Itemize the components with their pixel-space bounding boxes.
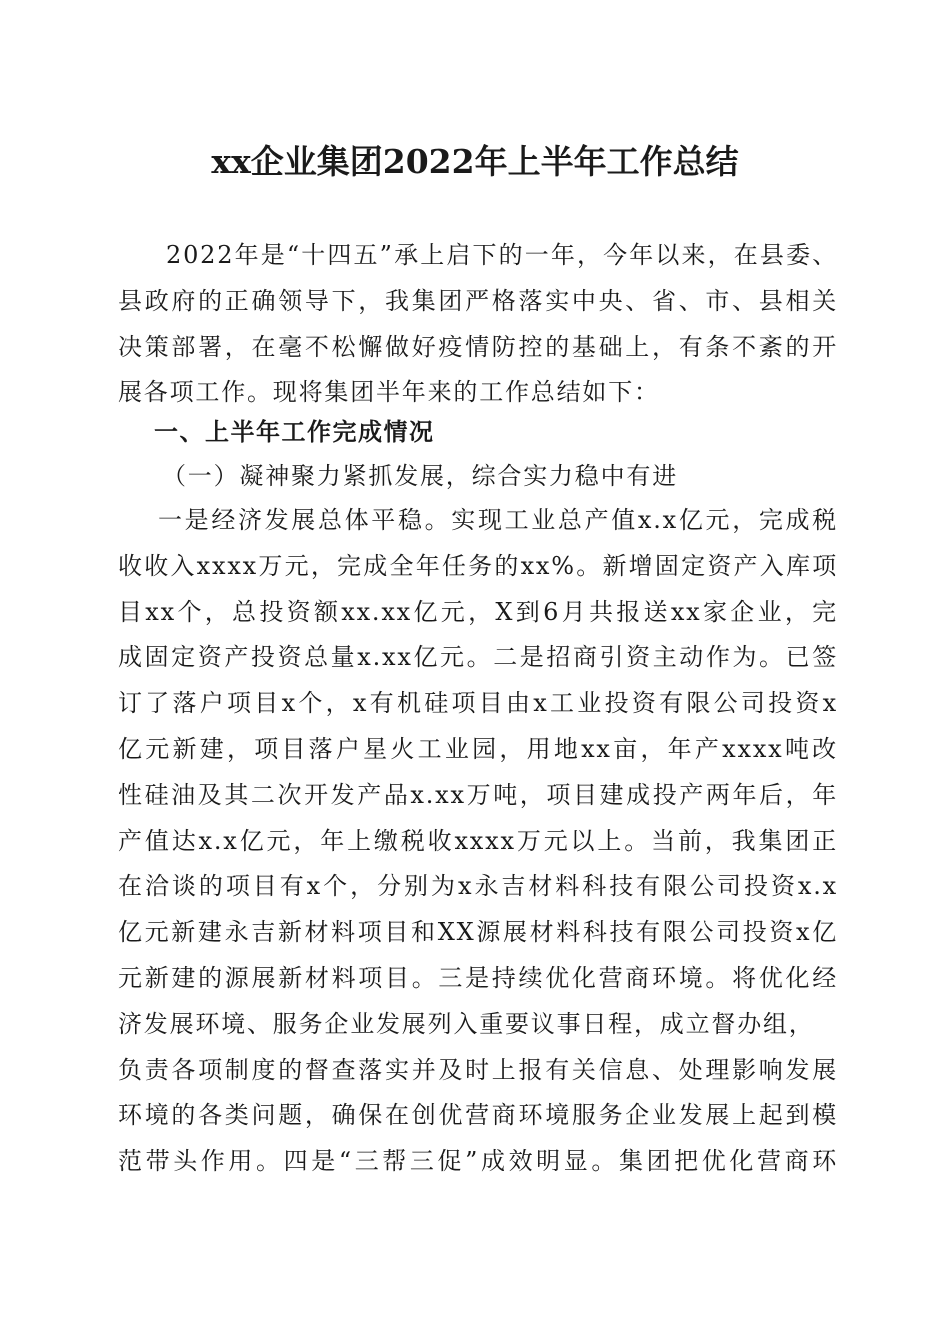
intro-paragraph: [118, 233, 838, 416]
section-1: [118, 410, 838, 455]
body-line-11: 元新建的源展新材料项目。三是持续优化营商环境。将优化经: [118, 963, 838, 992]
body-line-8: 产值达x.x亿元，年上缴税收xxxx万元以上。当前，我集团正: [118, 826, 838, 855]
intro-line-1: 2022年是“十四五”承上启下的一年，今年以来，在县委、: [166, 241, 838, 269]
body-line-9: 在洽谈的项目有x个，分别为x永吉材料科技有限公司投资x.x: [118, 872, 838, 901]
document-title: xx企业集团2022年上半年工作总结: [211, 142, 739, 181]
intro-line-4: 展各项工作。现将集团半年来的工作总结如下：: [118, 378, 660, 407]
body-line-13: 负责各项制度的督查落实并及时上报有关信息、处理影响发展: [118, 1055, 838, 1084]
body-paragraph: [118, 498, 838, 1185]
section-1-heading: 一、上半年工作完成情况: [154, 418, 435, 446]
body-line-6: 亿元新建，项目落户星火工业园，用地xx亩，年产xxxx吨改: [118, 734, 838, 763]
subsection-1: [118, 454, 838, 499]
body-line-14: 环境的各类问题，确保在创优营商环境服务企业发展上起到模: [118, 1101, 838, 1130]
body-line-1: 一是经济发展总体平稳。实现工业总产值x.x亿元，完成税: [158, 506, 838, 534]
body-line-10: 亿元新建永吉新材料项目和XX源展材料科技有限公司投资x亿: [118, 918, 838, 947]
body-line-3: 目xx个，总投资额xx.xx亿元，X到6月共报送xx家企业，完: [118, 597, 838, 626]
intro-line-2: 县政府的正确领导下，我集团严格落实中央、省、市、县相关: [118, 286, 838, 315]
subsection-1-heading: （一）凝神聚力紧抓发展，综合实力稳中有进: [162, 462, 678, 490]
body-line-4: 成固定资产投资总量x.xx亿元。二是招商引资主动作为。已签: [118, 643, 838, 672]
body-line-2: 收收入xxxx万元，完成全年任务的xx%。新增固定资产入库项: [118, 551, 838, 580]
body-line-5: 订了落户项目x个，x有机硅项目由x工业投资有限公司投资x: [118, 689, 838, 718]
body-line-15: 范带头作用。四是“三帮三促”成效明显。集团把优化营商环: [118, 1147, 838, 1176]
intro-line-3: 决策部署，在毫不松懈做好疫情防控的基础上，有条不紊的开: [118, 332, 838, 361]
body-line-12: 济发展环境、服务企业发展列入重要议事日程，成立督办组，: [118, 1009, 815, 1038]
body-line-7: 性硅油及其二次开发产品x.xx万吨，项目建成投产两年后，年: [118, 780, 838, 809]
